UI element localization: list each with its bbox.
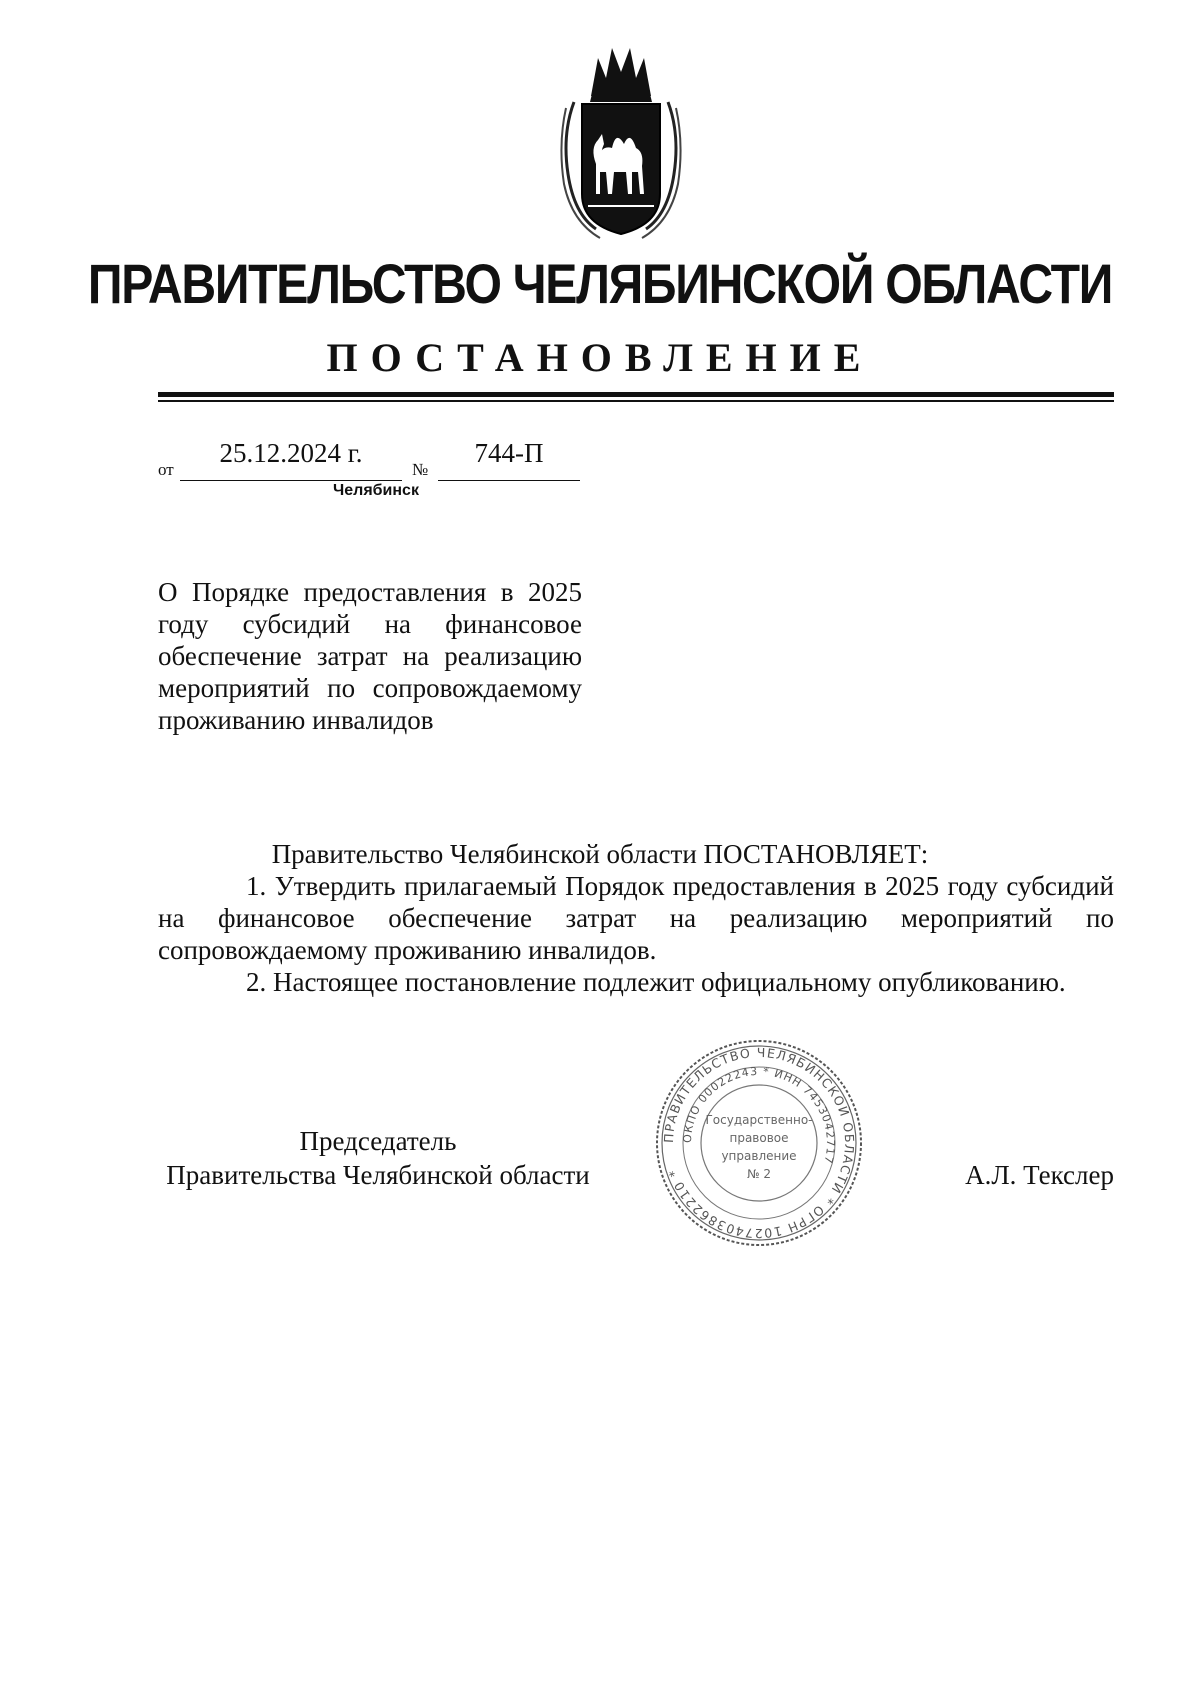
number-prefix: № — [412, 460, 429, 479]
official-seal — [654, 1038, 864, 1248]
seal-outer-ring-text: ПРАВИТЕЛЬСТВО ЧЕЛЯБИНСКОЙ ОБЛАСТИ * ОГРН 1027403862210 * — [660, 1044, 858, 1242]
seal-center-text: правовое — [729, 1131, 789, 1145]
document-date: 25.12.2024 г. — [219, 438, 363, 468]
document-type: ПОСТАНОВЛЕНИЕ — [326, 335, 874, 380]
seal-center-text: № 2 — [747, 1167, 771, 1181]
document-subject: О Порядке предоставления в 2025 году субсидий на финансовое обеспечение затрат на реализацию мероприятий по сопровождаемому проживанию инвалидов — [158, 577, 582, 735]
organization-title: ПРАВИТЕЛЬСТВО ЧЕЛЯБИНСКОЙ ОБЛАСТИ — [87, 252, 1113, 315]
header-divider-thick — [158, 392, 1114, 397]
preamble: Правительство Челябинской области ПОСТАНОВЛЯЕТ: — [271, 839, 929, 869]
signatory-position-line: Правительства Челябинской области — [166, 1160, 590, 1190]
document-number: 744-П — [474, 438, 544, 468]
signatory-position — [158, 1124, 598, 1192]
seal-center-text: Государственно- — [705, 1113, 813, 1127]
seal-inner-ring-text: ОКПО 00022243 * ИНН 7453042717 — [680, 1064, 838, 1166]
date-prefix: от — [158, 460, 174, 479]
header-divider-thin — [158, 400, 1114, 402]
signatory-position-line: Председатель — [299, 1126, 457, 1156]
document-city: Челябинск — [333, 482, 419, 499]
signatory-name: А.Л. Текслер — [965, 1160, 1114, 1190]
resolution-item: 1. Утвердить прилагаемый Порядок предоставления в 2025 году субсидий на финансовое обеспечение затрат на реализацию мероприятий по сопровождаемому проживанию инвалидов. — [158, 871, 1114, 965]
number-underline — [438, 480, 580, 481]
resolution-item: 2. Настоящее постановление подлежит официальному опубликованию. — [246, 967, 1066, 997]
seal-center-text: управление — [721, 1149, 797, 1163]
coat-of-arms-emblem — [556, 44, 686, 242]
